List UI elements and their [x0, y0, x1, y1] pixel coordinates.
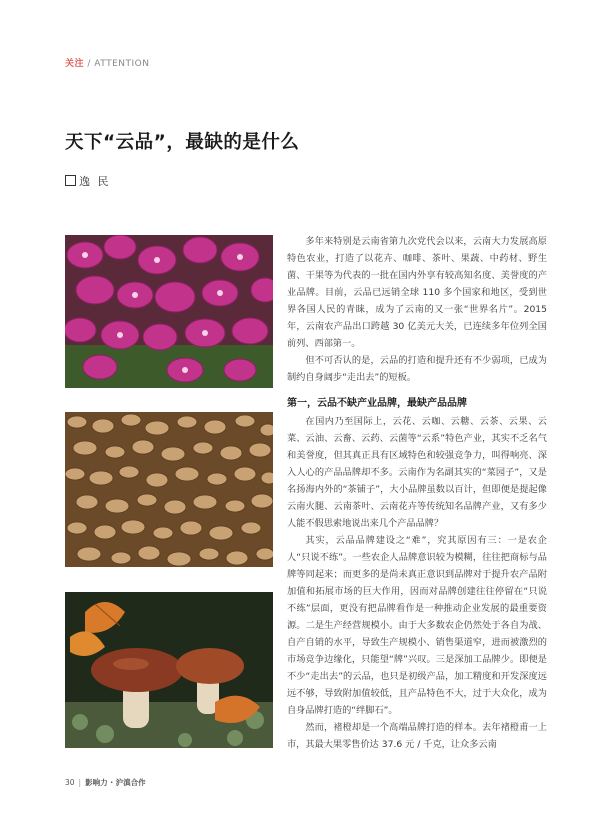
forest-mushroom-image: [65, 592, 273, 748]
section-tag: [65, 56, 149, 69]
paragraph: 但不可否认的是，云品的打造和提升还有不少弱项，已成为制约自身阔步“走出去”的短板。: [287, 355, 547, 383]
orchid-photo: [65, 235, 273, 388]
section-heading: 第一，云品不缺产业品牌，最缺产品品牌: [287, 398, 467, 409]
paragraph: 其实，云品品牌建设之“难”，究其原因有三：一是农企人“只说不练”。一些农企人品牌意识较为模糊，往往把商标与品牌等同起来；而更多的是尚未真正意识到品牌对于提升农产品附加值和拓展市场的巨大作用，因而对品牌创建往往停留在“只说不练”层面，更没有把品牌看作是一种推动企业发展的最重要资源。二是生产经营规模小。由于大多数农企仍然处于各自为战、自产自销的水平，导致生产规模小、销售渠道窄，进而被激烈的市场竞争边缘化，只能望“牌”兴叹。三是深加工品牌少。即便是不少“走出去”的云品，也只是初级产品，加工精度和开发深度远远不够，导致附加值较低，且产品特色不大，过于大众化，成为自身品牌打造的“绊脚石”。: [287, 535, 547, 716]
page-footer: [65, 777, 146, 788]
article-body: [287, 233, 547, 753]
author-box-icon: [65, 175, 76, 186]
author-line: [65, 173, 111, 189]
paragraph: 在国内乃至国际上，云花、云咖、云糖、云茶、云果、云菜、云油、云畜、云药、云菌等“云系”特色产业，其实不乏名气和美誉度，但其真正具有区域特色和较强竞争力，叫得响亮、深入人心的产品品牌却不多。云南作为名副其实的“菜园子”，又是名扬海内外的“茶铺子”，大小品牌虽数以百计，但即便是提起像云南火腿、云南茶叶、云南花卉等传统知名品牌产业，又有多少人能不假思索地说出来几个产品品牌？: [287, 416, 547, 529]
paragraph: 然而，褚橙却是一个高端品牌打造的样本。去年褚橙甫一上市，其最大果零售价达 37.6 元 / 千克，让众多云南: [287, 722, 547, 750]
footer-separator: |: [78, 778, 82, 787]
orchid-image: [65, 235, 273, 388]
paragraph: 多年来特别是云南省第九次党代会以来，云南大力发展高原特色农业，打造了以花卉、咖啡、茶叶、果蔬、中药材、野生菌、干果等为代表的一批在国内外享有较高知名度、美誉度的产业品牌。目前，云品已远销全球 110 多个国家和地区，受到世界各国人民的青睐，成为了云南的又一张“世界名片”。2015 年，云南农产品出口跨越 30 亿美元大关，已连续多年位列全国前列、西部第一。: [287, 236, 547, 349]
article-title: 天下“云品”，最缺的是什么: [65, 132, 300, 153]
page-number: 30: [65, 778, 75, 787]
section-label: 关注: [65, 59, 85, 69]
dried-mushroom-image: [65, 412, 273, 567]
section-separator: /: [84, 59, 95, 69]
dried-mushroom-photo: [65, 412, 273, 567]
author-name: 逸 民: [79, 175, 111, 188]
publication-name: 影响力 · 沪滇合作: [85, 778, 146, 787]
forest-mushroom-photo: [65, 592, 273, 748]
section-label-en: ATTENTION: [94, 59, 150, 69]
